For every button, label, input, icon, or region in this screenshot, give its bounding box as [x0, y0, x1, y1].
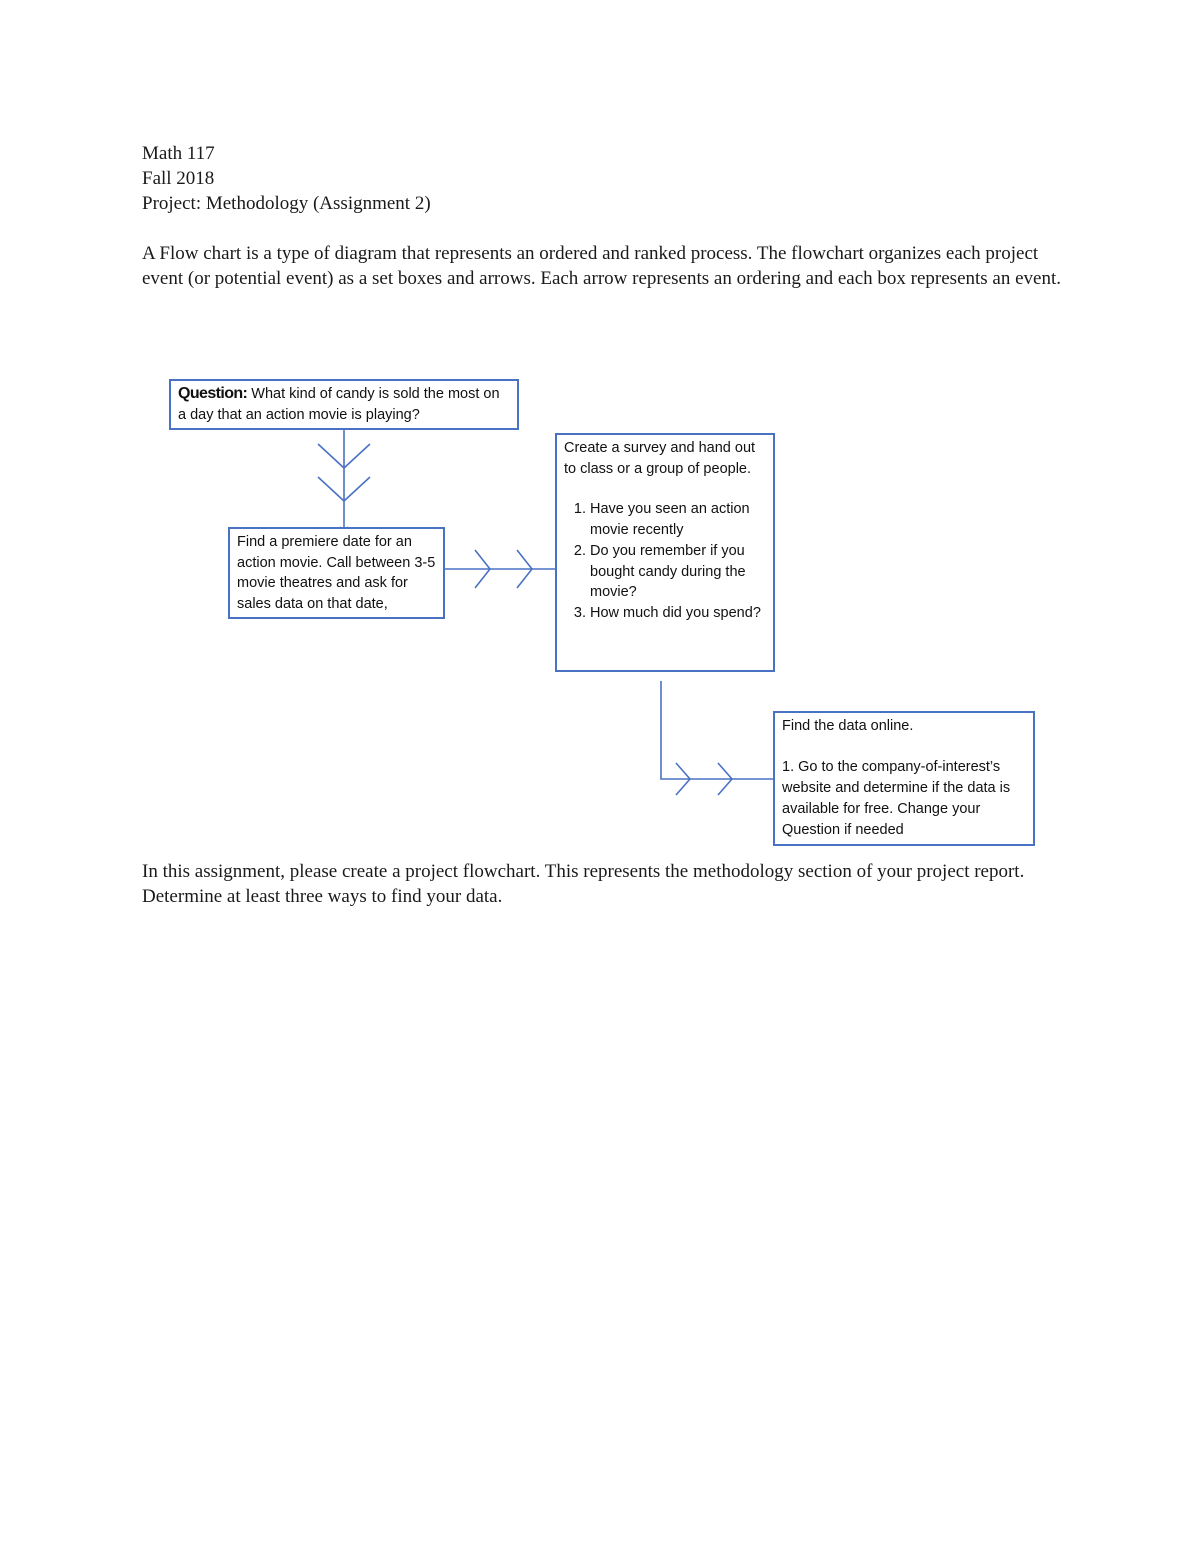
- premiere-date-text: Find a premiere date for an action movie. Call between 3-5 movie theatres and ask for sales data on that date,: [237, 534, 436, 613]
- online-step-1: 1. Go to the company-of-interest’s website and determine if the data is available for free. Change your Question if needed: [782, 759, 1011, 838]
- course-name: Math 117: [142, 143, 215, 164]
- project-title: Project: Methodology (Assignment 2): [142, 193, 431, 214]
- intro-paragraph: A Flow chart is a type of diagram that represents an ordered and ranked process. The flowchart organizes each project event (or potential event) as a set boxes and arrows. Each arrow represents an ordering and each box represents an event.: [142, 243, 1062, 289]
- survey-question-1: 1. Have you seen an action movie recently: [590, 499, 766, 540]
- survey-question-list: [564, 499, 766, 623]
- term: Fall 2018: [142, 168, 215, 189]
- survey-intro: Create a survey and hand out to class or a group of people.: [564, 440, 756, 477]
- question-label: Question:: [178, 385, 248, 402]
- survey-box: [555, 433, 775, 672]
- question-box: [169, 379, 519, 430]
- online-data-box: [773, 711, 1035, 846]
- survey-question-3: 3. How much did you spend?: [590, 603, 766, 624]
- question-body: What kind of candy is sold the most on a day that an action movie is playing?: [178, 386, 500, 423]
- survey-question-2: 2. Do you remember if you bought candy during the movie?: [590, 541, 766, 603]
- instructions-paragraph: In this assignment, please create a project flowchart. This represents the methodology section of your project report. Determine at least three ways to find your data.: [142, 861, 1025, 907]
- online-intro: Find the data online.: [782, 718, 914, 734]
- premiere-date-box: [228, 527, 445, 619]
- question-text: [178, 384, 510, 425]
